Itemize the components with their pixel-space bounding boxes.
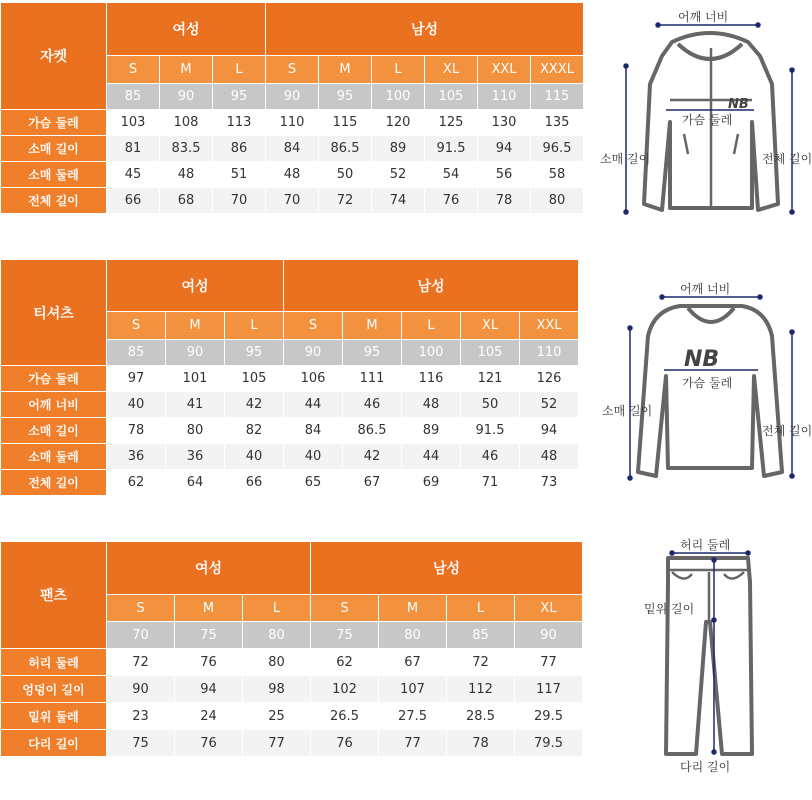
jacket-women-header: 여성	[107, 3, 265, 55]
measure-value: 72	[107, 649, 174, 675]
measure-value: 65	[284, 470, 342, 495]
measure-value: 76	[425, 188, 477, 213]
measure-value: 23	[107, 703, 174, 729]
measure-value: 42	[225, 392, 283, 417]
measure-value: 102	[311, 676, 378, 702]
kr-size-label: 80	[379, 622, 446, 648]
size-label: L	[213, 56, 265, 83]
measure-value: 72	[447, 649, 514, 675]
pants-outline-icon	[630, 532, 780, 780]
kr-size-label: 95	[343, 340, 401, 365]
measure-value: 28.5	[447, 703, 514, 729]
measure-value: 103	[107, 110, 159, 135]
size-label: S	[266, 56, 318, 83]
size-label: S	[311, 595, 378, 621]
measure-value: 45	[107, 162, 159, 187]
kr-size-label: 95	[225, 340, 283, 365]
size-label: S	[284, 312, 342, 339]
table-row	[1, 676, 582, 702]
kr-size-label: 70	[107, 622, 174, 648]
table-row	[1, 418, 578, 443]
size-label: M	[379, 595, 446, 621]
measure-value: 46	[343, 392, 401, 417]
measure-value: 71	[461, 470, 519, 495]
jacket-size-table	[0, 2, 584, 214]
measure-value: 51	[213, 162, 265, 187]
measure-label: 전체 길이	[1, 188, 106, 213]
tshirt-diagram	[600, 276, 812, 482]
kr-size-label: 100	[402, 340, 460, 365]
measure-value: 66	[107, 188, 159, 213]
measure-value: 130	[478, 110, 530, 135]
kr-size-label: 115	[531, 84, 583, 109]
size-label: L	[402, 312, 460, 339]
measure-value: 26.5	[311, 703, 378, 729]
size-label: XL	[461, 312, 519, 339]
measure-value: 108	[160, 110, 212, 135]
measure-value: 70	[213, 188, 265, 213]
measure-value: 68	[160, 188, 212, 213]
measure-value: 77	[243, 730, 310, 756]
measure-value: 86.5	[343, 418, 401, 443]
measure-value: 94	[175, 676, 242, 702]
measure-value: 48	[402, 392, 460, 417]
table-row	[1, 730, 582, 756]
kr-size-label: 110	[520, 340, 578, 365]
measure-value: 78	[447, 730, 514, 756]
measure-value: 69	[402, 470, 460, 495]
measure-value: 112	[447, 676, 514, 702]
tshirt-men-header: 남성	[284, 260, 578, 311]
kr-size-label: 85	[107, 84, 159, 109]
pants-women-header: 여성	[107, 542, 310, 594]
measure-label: 전체 길이	[1, 470, 106, 495]
measure-value: 42	[343, 444, 401, 469]
kr-size-label: 90	[284, 340, 342, 365]
measure-value: 72	[319, 188, 371, 213]
measure-value: 84	[266, 136, 318, 161]
measure-value: 110	[266, 110, 318, 135]
measure-label: 소매 둘레	[1, 162, 106, 187]
measure-value: 40	[284, 444, 342, 469]
kr-size-label: 75	[175, 622, 242, 648]
size-label: L	[225, 312, 283, 339]
measure-value: 125	[425, 110, 477, 135]
diagram-label-right: 전체 길이	[762, 424, 812, 438]
table-row	[1, 649, 582, 675]
measure-value: 83.5	[160, 136, 212, 161]
kr-size-label: 90	[160, 84, 212, 109]
size-label: M	[166, 312, 224, 339]
measure-value: 40	[225, 444, 283, 469]
measure-value: 67	[379, 649, 446, 675]
measure-value: 64	[166, 470, 224, 495]
measure-value: 82	[225, 418, 283, 443]
table-row	[1, 444, 578, 469]
diagram-label-top: 허리 둘레	[680, 538, 731, 552]
measure-value: 96.5	[531, 136, 583, 161]
measure-value: 106	[284, 366, 342, 391]
size-label: M	[160, 56, 212, 83]
measure-label: 소매 길이	[1, 418, 106, 443]
size-label: XL	[425, 56, 477, 83]
measure-value: 52	[520, 392, 578, 417]
measure-value: 89	[402, 418, 460, 443]
measure-value: 36	[107, 444, 165, 469]
measure-value: 56	[478, 162, 530, 187]
jacket-outline-icon	[600, 4, 800, 216]
measure-value: 44	[402, 444, 460, 469]
measure-value: 80	[243, 649, 310, 675]
measure-value: 52	[372, 162, 424, 187]
measure-value: 107	[379, 676, 446, 702]
diagram-label-chest: 가슴 둘레	[682, 376, 733, 390]
size-label: M	[319, 56, 371, 83]
measure-value: 115	[319, 110, 371, 135]
kr-size-label: 90	[266, 84, 318, 109]
measure-value: 135	[531, 110, 583, 135]
measure-value: 24	[175, 703, 242, 729]
measure-value: 81	[107, 136, 159, 161]
measure-value: 48	[160, 162, 212, 187]
diagram-label-left: 소매 길이	[602, 404, 653, 418]
measure-label: 허리 둘레	[1, 649, 106, 675]
measure-value: 75	[107, 730, 174, 756]
brand-logo-icon: NB	[728, 97, 749, 112]
diagram-label-left: 소매 길이	[600, 152, 651, 166]
measure-value: 62	[311, 649, 378, 675]
kr-size-label: 80	[243, 622, 310, 648]
kr-size-label: 110	[478, 84, 530, 109]
diagram-label-left: 밑위 길이	[644, 602, 695, 616]
measure-value: 126	[520, 366, 578, 391]
table-row	[1, 110, 583, 135]
tshirt-size-section	[0, 259, 579, 496]
kr-size-label: 95	[213, 84, 265, 109]
measure-value: 89	[372, 136, 424, 161]
table-row	[1, 392, 578, 417]
measure-value: 77	[515, 649, 582, 675]
measure-value: 50	[461, 392, 519, 417]
size-label: XXXL	[531, 56, 583, 83]
measure-value: 41	[166, 392, 224, 417]
size-label: XXL	[520, 312, 578, 339]
size-label: XXL	[478, 56, 530, 83]
measure-value: 77	[379, 730, 446, 756]
measure-value: 44	[284, 392, 342, 417]
measure-value: 90	[107, 676, 174, 702]
pants-category-label: 팬츠	[1, 542, 106, 648]
measure-value: 91.5	[425, 136, 477, 161]
measure-value: 54	[425, 162, 477, 187]
measure-value: 98	[243, 676, 310, 702]
pants-men-header: 남성	[311, 542, 582, 594]
kr-size-label: 85	[447, 622, 514, 648]
measure-value: 86.5	[319, 136, 371, 161]
tshirt-category-label: 티셔츠	[1, 260, 106, 365]
measure-label: 어깨 너비	[1, 392, 106, 417]
measure-value: 48	[520, 444, 578, 469]
measure-label: 가슴 둘레	[1, 366, 106, 391]
measure-value: 74	[372, 188, 424, 213]
kr-size-label: 105	[425, 84, 477, 109]
jacket-men-header: 남성	[266, 3, 583, 55]
size-label: S	[107, 595, 174, 621]
size-label: L	[243, 595, 310, 621]
measure-value: 76	[311, 730, 378, 756]
measure-value: 79.5	[515, 730, 582, 756]
measure-value: 105	[225, 366, 283, 391]
diagram-label-right: 전체 길이	[762, 152, 812, 166]
size-label: M	[175, 595, 242, 621]
pants-diagram	[630, 532, 780, 780]
measure-value: 116	[402, 366, 460, 391]
measure-value: 78	[107, 418, 165, 443]
kr-size-label: 100	[372, 84, 424, 109]
size-label: L	[372, 56, 424, 83]
measure-value: 121	[461, 366, 519, 391]
measure-value: 46	[461, 444, 519, 469]
measure-value: 84	[284, 418, 342, 443]
measure-value: 94	[520, 418, 578, 443]
table-row	[1, 188, 583, 213]
measure-value: 113	[213, 110, 265, 135]
brand-logo-icon: NB	[684, 347, 720, 372]
size-label: M	[343, 312, 401, 339]
measure-value: 40	[107, 392, 165, 417]
measure-value: 70	[266, 188, 318, 213]
diagram-label-top: 어깨 너비	[678, 10, 729, 24]
measure-value: 50	[319, 162, 371, 187]
diagram-label-chest: 가슴 둘레	[682, 113, 733, 127]
measure-value: 97	[107, 366, 165, 391]
size-label: XL	[515, 595, 582, 621]
measure-value: 67	[343, 470, 401, 495]
measure-value: 111	[343, 366, 401, 391]
measure-value: 86	[213, 136, 265, 161]
table-row	[1, 136, 583, 161]
measure-value: 62	[107, 470, 165, 495]
measure-value: 76	[175, 649, 242, 675]
kr-size-label: 90	[515, 622, 582, 648]
measure-value: 48	[266, 162, 318, 187]
measure-value: 117	[515, 676, 582, 702]
kr-size-label: 85	[107, 340, 165, 365]
kr-size-label: 75	[311, 622, 378, 648]
pants-size-section	[0, 541, 583, 757]
measure-value: 78	[478, 188, 530, 213]
size-label: S	[107, 56, 159, 83]
jacket-size-section	[0, 2, 584, 214]
measure-value: 80	[166, 418, 224, 443]
kr-size-label: 95	[319, 84, 371, 109]
measure-value: 73	[520, 470, 578, 495]
jacket-diagram	[600, 4, 812, 216]
measure-value: 25	[243, 703, 310, 729]
kr-size-label: 105	[461, 340, 519, 365]
table-row	[1, 366, 578, 391]
measure-label: 가슴 둘레	[1, 110, 106, 135]
pants-size-table	[0, 541, 583, 757]
size-label: S	[107, 312, 165, 339]
measure-value: 27.5	[379, 703, 446, 729]
measure-value: 36	[166, 444, 224, 469]
table-row	[1, 703, 582, 729]
measure-label: 엉덩이 길이	[1, 676, 106, 702]
measure-value: 91.5	[461, 418, 519, 443]
table-row	[1, 162, 583, 187]
measure-label: 소매 둘레	[1, 444, 106, 469]
measure-label: 소매 길이	[1, 136, 106, 161]
tshirt-size-table	[0, 259, 579, 496]
measure-value: 101	[166, 366, 224, 391]
diagram-label-bottom: 다리 길이	[680, 760, 731, 774]
size-label: L	[447, 595, 514, 621]
diagram-label-top: 어깨 너비	[680, 282, 731, 296]
measure-value: 80	[531, 188, 583, 213]
kr-size-label: 90	[166, 340, 224, 365]
measure-value: 66	[225, 470, 283, 495]
measure-label: 다리 길이	[1, 730, 106, 756]
jacket-category-label: 자켓	[1, 3, 106, 109]
measure-value: 120	[372, 110, 424, 135]
measure-value: 76	[175, 730, 242, 756]
measure-label: 밑위 둘레	[1, 703, 106, 729]
measure-value: 94	[478, 136, 530, 161]
measure-value: 58	[531, 162, 583, 187]
measure-value: 29.5	[515, 703, 582, 729]
table-row	[1, 470, 578, 495]
tshirt-women-header: 여성	[107, 260, 283, 311]
